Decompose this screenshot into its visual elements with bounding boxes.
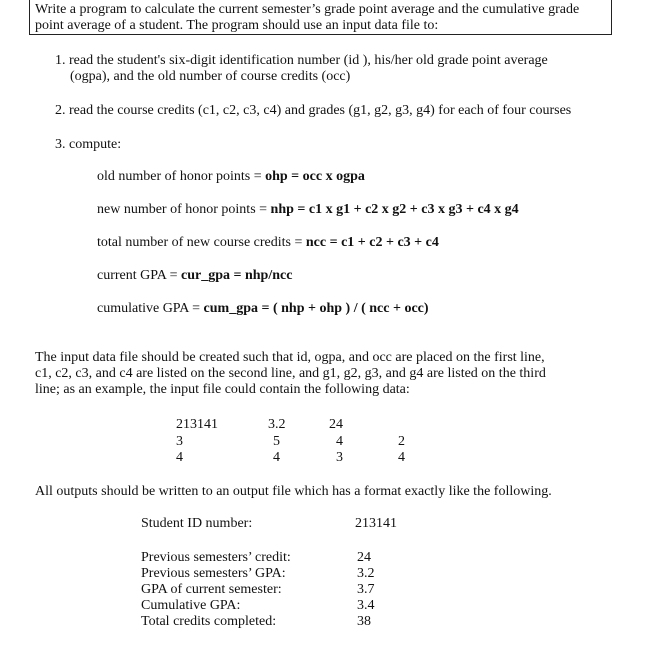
formula-label: old number of honor points = (97, 169, 266, 184)
input-c4: 2 (398, 434, 405, 449)
step-3: 3. compute: (55, 137, 122, 152)
output-row-value: 38 (357, 614, 371, 629)
output-desc: All outputs should be written to an output file which has a format exactly like the following. (35, 484, 552, 499)
formula-label: total number of new course credits = (97, 235, 306, 250)
formula-expression: cur_gpa = nhp/ncc (181, 268, 293, 283)
formula-old-honor-points (97, 169, 365, 185)
input-desc-line-2: c1, c2, c3, and c4 are listed on the second line, and g1, g2, g3, and g4 are listed on the third (35, 366, 546, 381)
formula-cumulative-gpa (97, 301, 429, 317)
formula-new-honor-points (97, 202, 519, 218)
input-ogpa: 3.2 (268, 417, 286, 432)
output-row-value: 3.7 (357, 582, 375, 597)
formula-expression: ncc = c1 + c2 + c3 + c4 (305, 235, 439, 250)
formula-label: current GPA = (97, 268, 181, 283)
formula-label: cumulative GPA = (97, 301, 204, 316)
input-g2: 4 (273, 450, 280, 465)
intro-paragraph: Write a program to calculate the current semester’s grade point average and the cumulative grade point average of a student. The program should use an input data file to: (35, 2, 580, 33)
output-row-label: Previous semesters’ credit: (141, 550, 291, 565)
output-row-label: GPA of current semester: (141, 582, 282, 597)
formula-expression: cum_gpa = ( nhp + ohp ) / ( ncc + occ) (203, 301, 429, 316)
output-row-value: 3.2 (357, 566, 375, 581)
input-desc-line-1: The input data file should be created such that id, ogpa, and occ are placed on the first line, (35, 350, 545, 365)
formula-current-gpa (97, 268, 292, 284)
input-occ: 24 (329, 417, 343, 432)
student-id-label: Student ID number: (141, 516, 253, 531)
input-c3: 4 (336, 434, 343, 449)
input-desc-line-3: line; as an example, the input file could contain the following data: (35, 382, 410, 397)
formula-expression: nhp = c1 x g1 + c2 x g2 + c3 x g3 + c4 x g4 (270, 202, 519, 217)
input-g3: 3 (336, 450, 343, 465)
formula-label: new number of honor points = (97, 202, 271, 217)
output-row-label: Previous semesters’ GPA: (141, 566, 286, 581)
output-row-value: 24 (357, 550, 371, 565)
step-1-line-1: 1. read the student's six-digit identification number (id ), his/her old grade point average (55, 53, 548, 68)
input-c1: 3 (176, 434, 183, 449)
step-2: 2. read the course credits (c1, c2, c3, c4) and grades (g1, g2, g3, g4) for each of four courses (55, 103, 572, 118)
step-1-line-2: (ogpa), and the old number of course credits (occ) (70, 69, 351, 84)
input-g4: 4 (398, 450, 405, 465)
output-row-value: 3.4 (357, 598, 375, 613)
output-row-label: Cumulative GPA: (141, 598, 241, 613)
input-id: 213141 (176, 417, 218, 432)
input-g1: 4 (176, 450, 183, 465)
output-row-label: Total credits completed: (141, 614, 277, 629)
input-c2: 5 (273, 434, 280, 449)
student-id-value: 213141 (355, 516, 397, 531)
formula-total-credits (97, 235, 439, 251)
formula-expression: ohp = occ x ogpa (265, 169, 365, 184)
